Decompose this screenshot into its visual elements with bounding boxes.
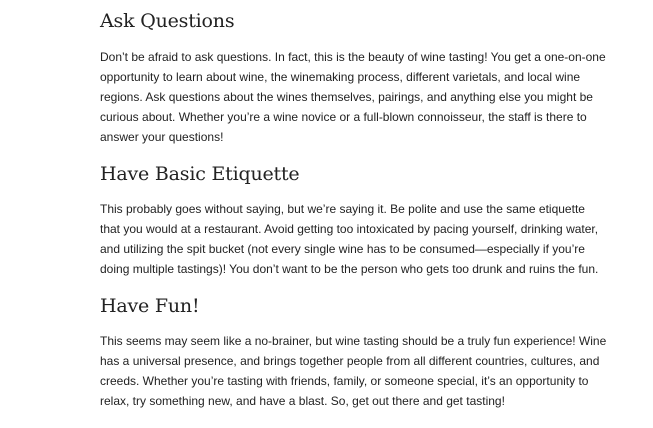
- paragraph-line: This seems may seem like a no-brainer, but wine tasting should be a truly fun experience! Wine: [100, 334, 607, 348]
- section-heading-ask-questions: Ask Questions: [100, 10, 235, 32]
- paragraph-line: doing multiple tastings)! You don’t want to be the person who gets too drunk and ruins the fun.: [100, 262, 599, 276]
- paragraph-line: that you would at a restaurant. Avoid getting too intoxicated by pacing yourself, drinking water,: [100, 222, 599, 236]
- paragraph-line: regions. Ask questions about the wines themselves, pairings, and anything else you might be: [100, 90, 593, 104]
- paragraph-line: and utilizing the spit bucket (not every single wine has to be consumed—especially if you’re: [100, 242, 585, 256]
- section-paragraph-ask-questions: [100, 47, 606, 147]
- paragraph-line: curious about. Whether you’re a wine novice or a full-blown connoisseur, the staff is there to: [100, 110, 587, 124]
- paragraph-line: opportunity to learn about wine, the winemaking process, different varietals, and local wine: [100, 70, 581, 84]
- paragraph-line: has a universal presence, and brings together people from all different countries, cultures, and: [100, 354, 600, 368]
- section-heading-have-fun: Have Fun!: [100, 295, 200, 317]
- paragraph-line: Don’t be afraid to ask questions. In fact, this is the beauty of wine tasting! You get a one-on-one: [100, 50, 606, 64]
- paragraph-line: This probably goes without saying, but we’re saying it. Be polite and use the same etiquette: [100, 202, 585, 216]
- paragraph-line: relax, try something new, and have a blast. So, get out there and get tasting!: [100, 394, 505, 408]
- section-heading-basic-etiquette: Have Basic Etiquette: [100, 163, 300, 185]
- section-paragraph-have-fun: [100, 331, 606, 411]
- section-paragraph-basic-etiquette: [100, 199, 598, 279]
- paragraph-line: creeds. Whether you’re tasting with friends, family, or someone special, it’s an opportunity to: [100, 374, 589, 388]
- paragraph-line: answer your questions!: [100, 130, 224, 144]
